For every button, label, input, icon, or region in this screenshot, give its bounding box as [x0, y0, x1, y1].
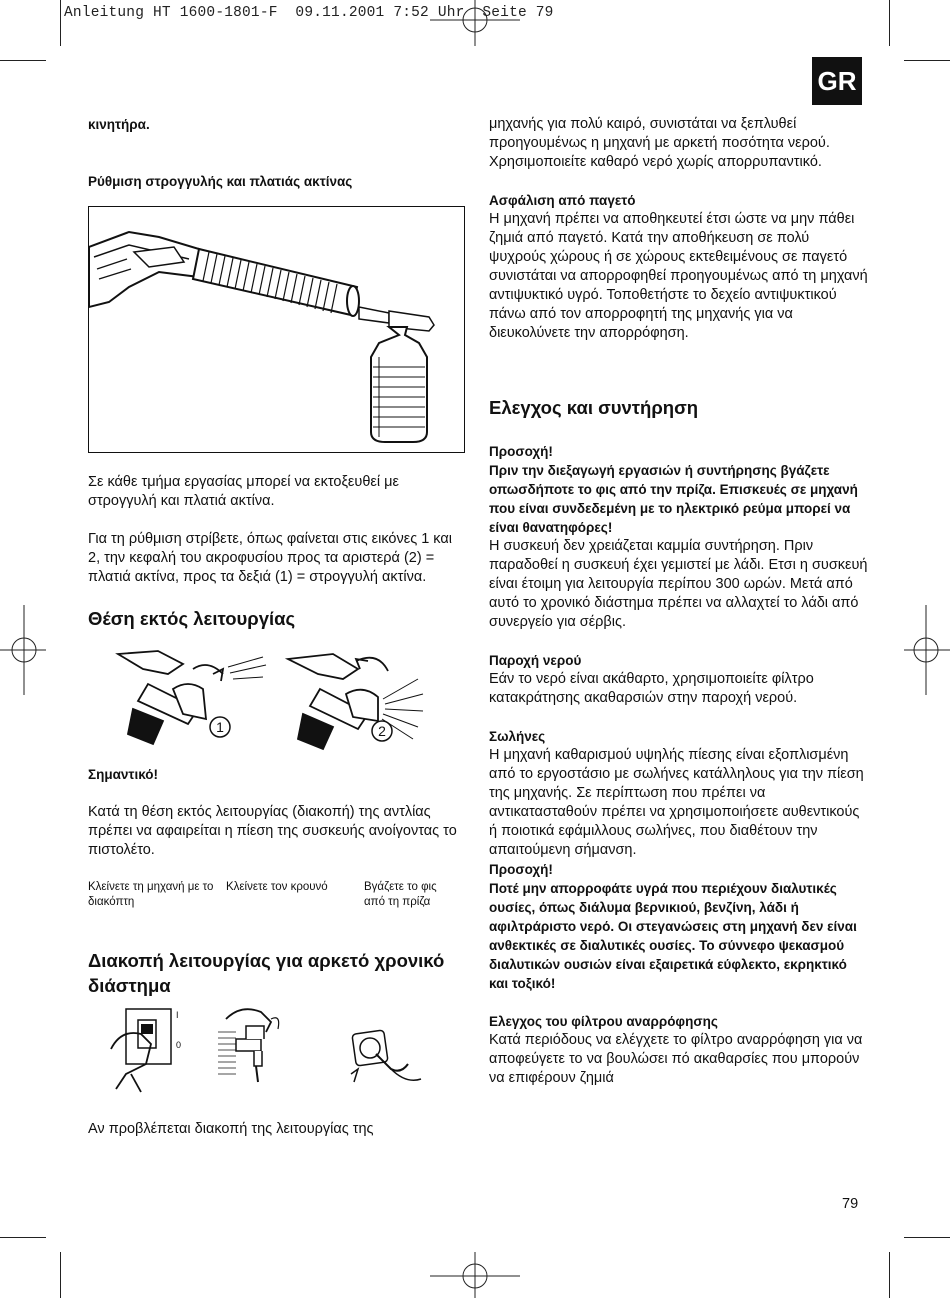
registration-mark-icon	[904, 605, 950, 695]
nozzle-figure	[88, 649, 468, 769]
crop-mark	[0, 1237, 46, 1238]
warning-solvents: Ποτέ μην απορροφάτε υγρά που περιέχουν διαλυτικές ουσίες, όπως διάλυμα βερνικιού, βενζίνη, λάδι ή αφιλτράριστο νερό. Οι στεγανώσεις στη μηχανή δεν είναι ανθεκτικές σε διαλυτικές ουσίες. Το σύννεφο ψεκασμού διαλυτικών ουσιών είναι εξαιρετικά εύφλεκτο, εκρηκτικό και τοξικό!	[489, 881, 857, 991]
left-column	[88, 115, 468, 1139]
heading-hoses: Σωλήνες	[489, 729, 546, 744]
heading-maintenance: Ελεγχος και συντήρηση	[489, 397, 699, 418]
warning-unplug: Πριν την διεξαγωγή εργασιών ή συντήρησης βγάζετε οπωσδήποτε το φις από την πρίζα. Επισκευές σε μηχανή που είναι συνδεδεμένη με το ηλεκτρικό ρεύμα μπορεί να είναι θανατηφόρες!	[489, 463, 858, 535]
heading-frost: Ασφάλιση από παγετό	[489, 193, 636, 208]
heading-suction-filter: Ελεγχος του φίλτρου αναρρόφησης	[489, 1014, 718, 1029]
language-badge: GR	[812, 57, 862, 105]
crop-mark	[904, 60, 950, 61]
crop-mark	[60, 0, 61, 46]
crop-mark	[889, 0, 890, 46]
crop-mark	[889, 1252, 890, 1298]
svg-text:0: 0	[176, 1040, 182, 1050]
shutdown-figures	[88, 1004, 468, 1104]
right-column	[489, 115, 869, 1088]
crop-mark	[0, 60, 46, 61]
paragraph-maintenance: Η συσκευή δεν χρειάζεται καμμία συντήρηση. Πριν παραδοθεί η συσκευή έχει γεμιστεί με λάδι. Ετσι η συσκευή είναι έτοιμη για λειτουργία περίπου 300 ωρών. Μετά από αυτό το χρονικό διάστημα πρέπει να αλλαχτεί το λάδι από συνεργείο για σέρβις.	[489, 538, 868, 630]
paragraph-pressure: Κατά τη θέση εκτός λειτουργίας (διακοπή) της αντλίας πρέπει να αφαιρείται η πίεση της συσκευής ανοίγοντας το πιστολέτο.	[88, 804, 457, 858]
print-header: Anleitung HT 1600-1801-F 09.11.2001 7:52 Uhr Seite 79	[64, 5, 554, 21]
heading-water-supply: Παροχή νερού	[489, 653, 582, 668]
crop-mark	[60, 1252, 61, 1298]
caution-label-1: Προσοχή!	[489, 444, 553, 459]
crop-mark	[904, 1237, 950, 1238]
paragraph-frost: Η μηχανή πρέπει να αποθηκευτεί έτσι ώστε να μην πάθει ζημιά από παγετό. Κατά την αποθήκευση σε πολύ ψυχρούς χώρους ή σε χώρους εκτεθειμένους σε παγετό συνιστάται να απορροφηθεί προηγουμένως από τη μηχανή αντιψυκτικό υγρό. Τοποθετήστε το δεχείο αντιψυκτικού πάνω από τον απορροφητή της μηχανής για να διευκολύνετε την απορρόφηση.	[489, 211, 868, 341]
important-label: Σημαντικό!	[88, 767, 159, 782]
registration-mark-icon	[430, 0, 520, 46]
switch-icon	[106, 1004, 186, 1094]
heading-long-shutdown: Διακοπή λειτουργίας για αρκετό χρονικό διάστημα	[88, 950, 445, 996]
paragraph-suction-filter: Κατά περιόδους να ελέγχετε το φίλτρο αναρρόφηση για να αποφεύγετε το να βουλώσει πό ακαθαρσίες που μπορούν να επιφέρουν ζημιά	[489, 1032, 863, 1086]
nozzle-turn-icon	[88, 649, 468, 769]
paragraph-hoses: Η μηχανή καθαρισμού υψηλής πίεσης είναι εξοπλισμένη από το εργοστάσιο με σωλήνες κατάλληλους για την πίεση της μηχανής. Σε περίπτωση που πρέπει να αντικατασταθούν πρέπει να χρησιμοποιήσετε αυθεντικούς ή ποιοτικά εφάμιλλους σωλήνες, που διαθέτουν την απαιτούμενη σήμανση.	[489, 747, 864, 858]
paragraph-adjust: Για τη ρύθμιση στρίβετε, όπως φαίνεται στις εικόνες 1 και 2, την κεφαλή του ακροφυσίου προς τα αριστερά (2) = πλατιά ακτίνα, προς τα δεξιά (1) = στρογγυλή ακτίνα.	[88, 531, 452, 585]
paragraph-water-supply: Εάν το νερό είναι ακάθαρτο, χρησιμοποιείτε φίλτρο κατακράτησης ακαθαρσιών στην παροχή νερού.	[489, 671, 814, 706]
faucet-icon	[216, 1004, 296, 1094]
caption-plug: Βγάζετε το φις από τη πρίζα	[364, 881, 437, 908]
registration-mark-icon	[0, 605, 46, 695]
figure-label-1: 1	[216, 719, 224, 735]
paragraph-each-section: Σε κάθε τμήμα εργασίας μπορεί να εκτοξευθεί με στρογγυλή και πλατιά ακτίνα.	[88, 474, 399, 509]
plug-icon	[346, 1024, 426, 1104]
heading-round-wide: Ρύθμιση στρογγυλής και πλατιάς ακτίνας	[88, 174, 353, 189]
page-number: 79	[842, 1196, 859, 1212]
spray-gun-figure	[88, 206, 465, 453]
svg-text:I: I	[176, 1010, 179, 1020]
spray-gun-icon	[89, 207, 465, 453]
registration-mark-icon	[430, 1252, 520, 1298]
heading-shutdown: Θέση εκτός λειτουργίας	[88, 608, 296, 629]
figure-label-2: 2	[378, 723, 386, 739]
caution-label-2: Προσοχή!	[489, 862, 553, 877]
caption-switch: Κλείνετε τη μηχανή με το διακόπτη	[88, 881, 214, 908]
paragraph-long-storage: μηχανής για πολύ καιρό, συνιστάται να ξεπλυθεί προηγουμένως η μηχανή με αρκετή ποσότητα νερού. Χρησιμοποιείτε καθαρό νερό χωρίς απορρυπαντικό.	[489, 116, 830, 170]
paragraph-motor: κινητήρα.	[88, 117, 150, 132]
shutdown-captions	[88, 880, 468, 910]
caption-faucet: Κλείνετε τον κρουνό	[226, 881, 328, 893]
paragraph-if-shutdown: Αν προβλέπεται διακοπή της λειτουργίας της	[88, 1121, 374, 1137]
